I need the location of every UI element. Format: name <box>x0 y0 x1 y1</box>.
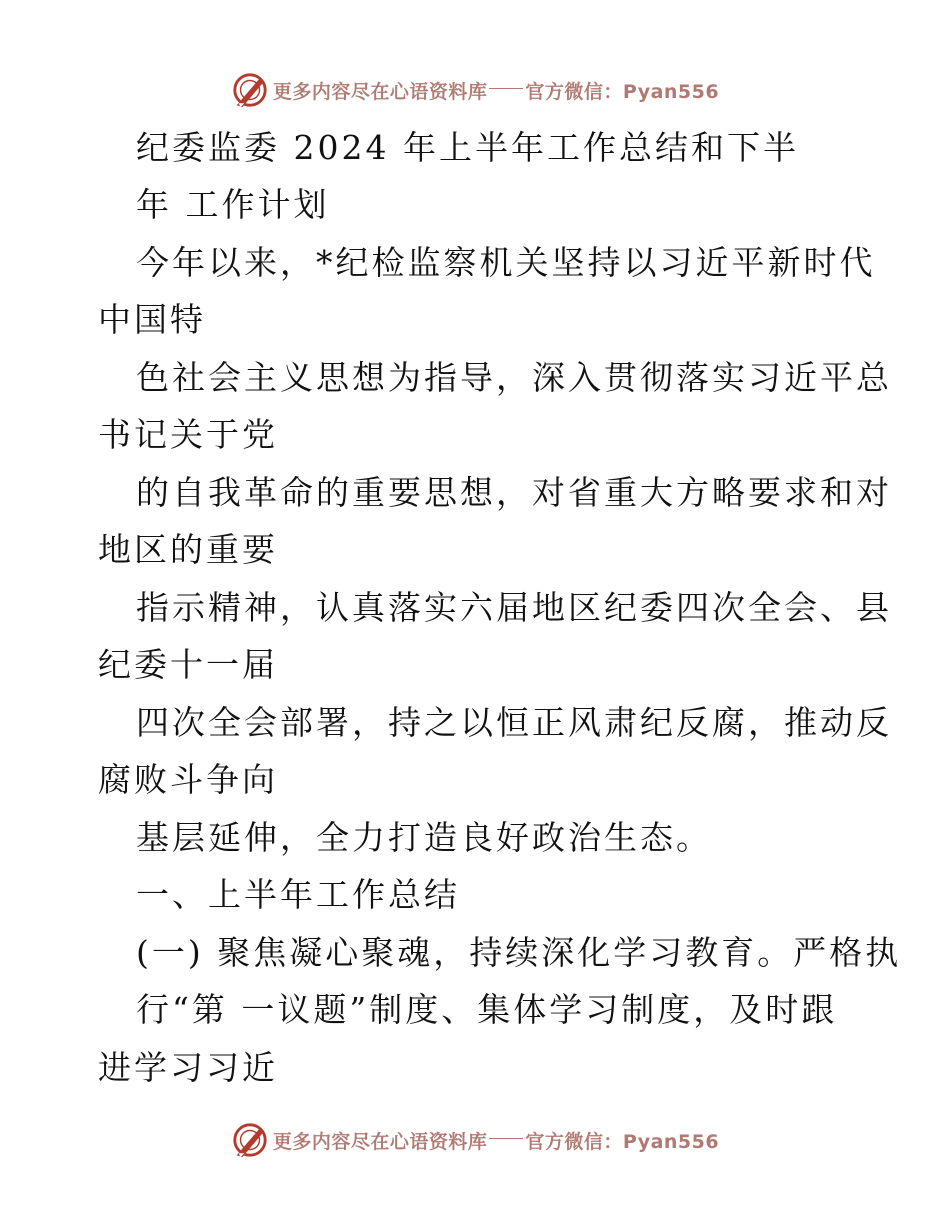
doc-line: 色社会主义思想为指导，深入贯彻落实习近平总 <box>136 358 892 397</box>
quill-logo-icon <box>231 71 269 109</box>
doc-line: 指示精神，认真落实六届地区纪委四次全会、县 <box>136 588 892 627</box>
doc-line: 基层延伸，全力打造良好政治生态。 <box>136 818 712 857</box>
doc-line: 腐败斗争向 <box>98 760 278 799</box>
doc-line: 行“第 一议题”制度、集体学习制度，及时跟 <box>136 990 838 1029</box>
header-banner-content <box>231 71 719 109</box>
footer-banner-wechat: 官方微信：Pyan556 <box>525 1130 720 1153</box>
header-banner <box>0 68 950 112</box>
doc-line: 的自我革命的重要思想，对省重大方略要求和对 <box>136 473 892 512</box>
footer-banner-content <box>231 1121 719 1159</box>
footer-banner-dash <box>489 1138 523 1139</box>
doc-line: 四次全会部署，持之以恒正风肃纪反腐，推动反 <box>136 703 892 742</box>
doc-line: 地区的重要 <box>98 530 278 569</box>
doc-title-line-2: 年 工作计划 <box>136 185 330 224</box>
quill-logo-icon <box>231 1121 269 1159</box>
section-heading: 一、上半年工作总结 <box>136 875 460 914</box>
doc-line: 进学习习近 <box>98 1048 278 1087</box>
header-banner-wechat: 官方微信：Pyan556 <box>525 80 720 103</box>
subsection-heading: (一) 聚焦凝心聚魂，持续深化学习教育。严格执 <box>136 933 902 972</box>
doc-line: 纪委十一届 <box>98 645 278 684</box>
footer-banner <box>0 1118 950 1162</box>
doc-line: 今年以来，*纪检监察机关坚持以习近平新时代 <box>136 243 876 282</box>
doc-title-line-1: 纪委监委 2024 年上半年工作总结和下半 <box>136 128 799 167</box>
doc-line: 书记关于党 <box>98 415 278 454</box>
header-banner-title: 更多内容尽在心语资料库 <box>272 80 488 103</box>
header-banner-dash <box>489 88 523 89</box>
footer-banner-title: 更多内容尽在心语资料库 <box>272 1130 488 1153</box>
doc-line: 中国特 <box>98 300 206 339</box>
